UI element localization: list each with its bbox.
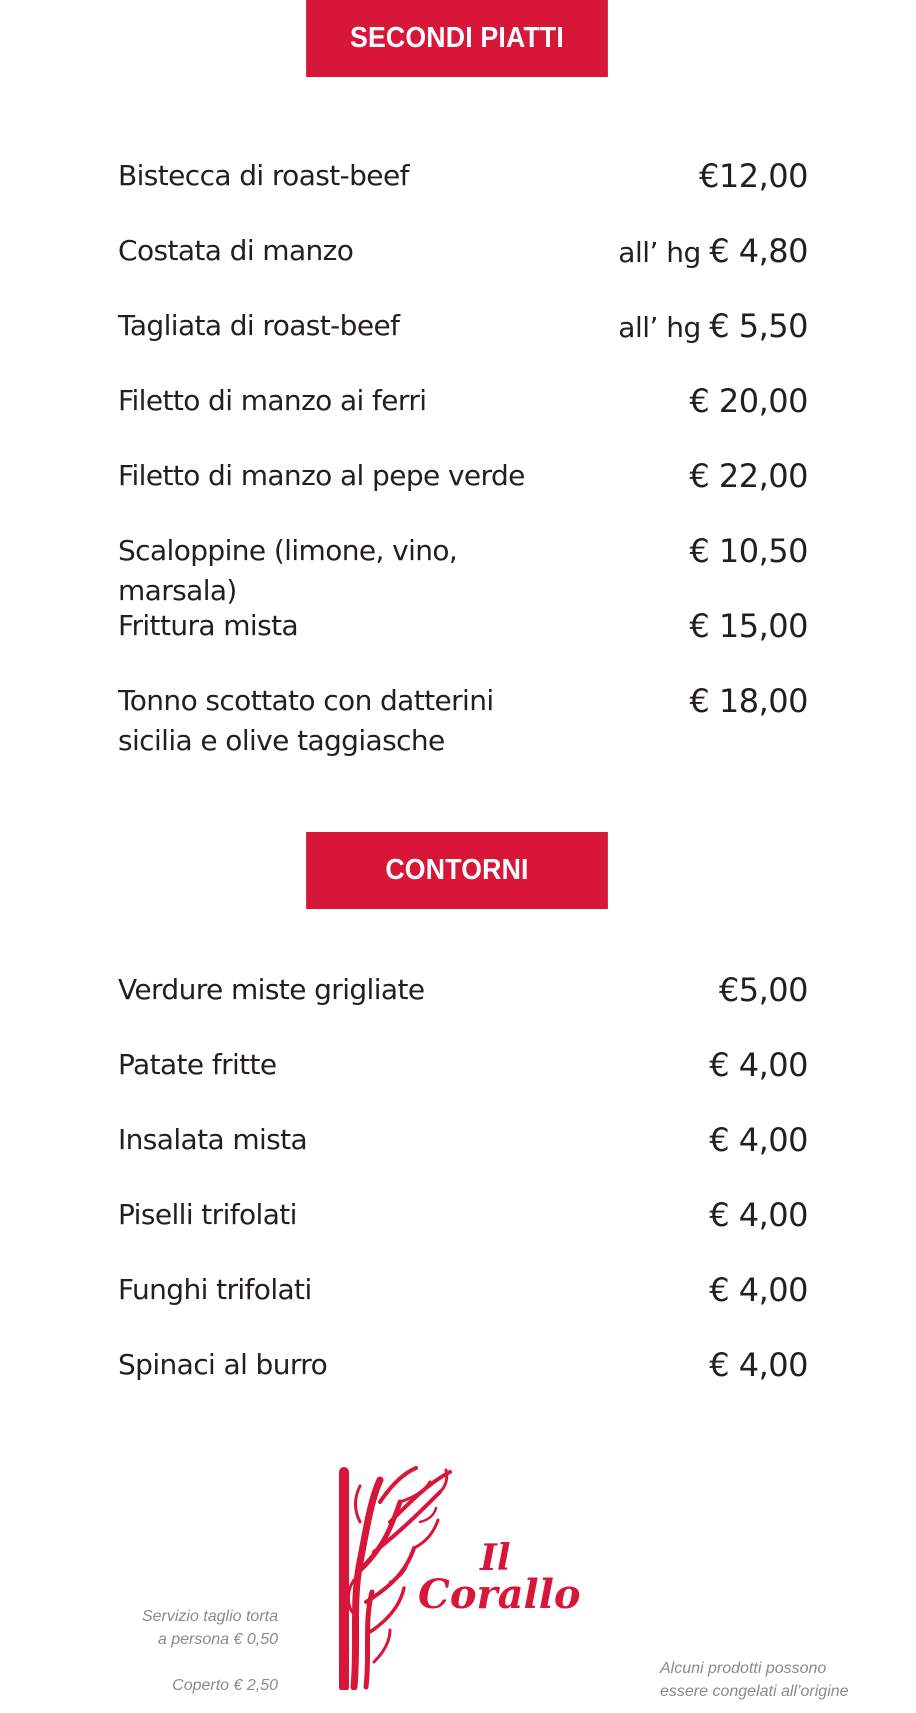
item-name: Verdure miste grigliate bbox=[118, 973, 425, 1006]
menu-item bbox=[118, 1270, 808, 1310]
coperto-note: Coperto € 2,50 bbox=[172, 1677, 278, 1694]
coral-tree-icon bbox=[330, 1462, 590, 1690]
item-name: Patate fritte bbox=[118, 1048, 277, 1081]
menu-item bbox=[118, 606, 808, 648]
item-name: Tonno scottato con datterini sicilia e olive taggiasche bbox=[118, 684, 494, 757]
item-price bbox=[689, 681, 808, 723]
item-price: €5,00 bbox=[718, 971, 808, 1009]
section-title-contorni: CONTORNI bbox=[385, 854, 529, 886]
menu-item bbox=[118, 306, 808, 348]
item-price: € 4,00 bbox=[709, 1346, 808, 1384]
logo-text-corallo: Corallo bbox=[418, 1571, 581, 1618]
price-unit: all’ hg bbox=[618, 236, 710, 269]
item-name: Frittura mista bbox=[118, 609, 299, 642]
il-corallo-logo bbox=[330, 1462, 590, 1690]
menu-item bbox=[118, 456, 808, 498]
menu-item bbox=[118, 1195, 808, 1235]
item-price bbox=[699, 156, 808, 198]
menu-item bbox=[118, 231, 808, 273]
menu-item bbox=[118, 1120, 808, 1160]
menu-item bbox=[118, 681, 808, 761]
item-price bbox=[689, 381, 808, 423]
price-value: € 18,00 bbox=[689, 682, 808, 720]
item-price: € 4,00 bbox=[709, 1271, 808, 1309]
item-name: Costata di manzo bbox=[118, 234, 354, 267]
price-value: € 5,50 bbox=[709, 307, 808, 345]
logo-text-il: Il bbox=[480, 1537, 511, 1579]
item-price bbox=[618, 231, 808, 273]
service-note-line1: Servizio taglio torta bbox=[141, 1608, 278, 1625]
item-name: Filetto di manzo al pepe verde bbox=[118, 459, 525, 492]
price-value: € 20,00 bbox=[689, 382, 808, 420]
item-price: € 4,00 bbox=[709, 1046, 808, 1084]
frozen-note-line1: Alcuni prodotti possono bbox=[660, 1660, 827, 1677]
service-note-line2: a persona € 0,50 bbox=[157, 1631, 278, 1648]
item-name: Tagliata di roast-beef bbox=[118, 309, 400, 342]
frozen-note-line2: essere congelati all’origine bbox=[660, 1683, 849, 1700]
item-name: Insalata mista bbox=[118, 1123, 308, 1156]
price-value: € 10,50 bbox=[689, 532, 808, 570]
menu-item bbox=[118, 1045, 808, 1085]
price-value: € 22,00 bbox=[689, 457, 808, 495]
item-price: € 4,00 bbox=[709, 1196, 808, 1234]
item-price bbox=[689, 606, 808, 648]
price-value: € 15,00 bbox=[689, 607, 808, 645]
item-price: € 4,00 bbox=[709, 1121, 808, 1159]
section-title-secondi: SECONDI PIATTI bbox=[349, 22, 565, 54]
menu-item bbox=[118, 156, 808, 198]
menu-item bbox=[118, 1345, 808, 1385]
section-header-secondi bbox=[306, 0, 608, 77]
item-price bbox=[618, 306, 808, 348]
item-name: Filetto di manzo ai ferri bbox=[118, 384, 427, 417]
price-value: €12,00 bbox=[699, 157, 808, 195]
menu-item bbox=[118, 531, 808, 611]
menu-item bbox=[118, 381, 808, 423]
item-price bbox=[689, 456, 808, 498]
item-name: Bistecca di roast-beef bbox=[118, 159, 409, 192]
frozen-products-note bbox=[660, 1657, 900, 1703]
item-price bbox=[689, 531, 808, 573]
price-value: € 4,80 bbox=[709, 232, 808, 270]
menu-item bbox=[118, 970, 808, 1010]
service-note bbox=[100, 1605, 278, 1651]
item-name: Funghi trifolati bbox=[118, 1273, 312, 1306]
item-name: Scaloppine (limone, vino, marsala) bbox=[118, 534, 458, 607]
item-name: Spinaci al burro bbox=[118, 1348, 328, 1381]
item-name: Piselli trifolati bbox=[118, 1198, 297, 1231]
price-unit: all’ hg bbox=[618, 311, 710, 344]
section-header-contorni bbox=[306, 832, 608, 909]
